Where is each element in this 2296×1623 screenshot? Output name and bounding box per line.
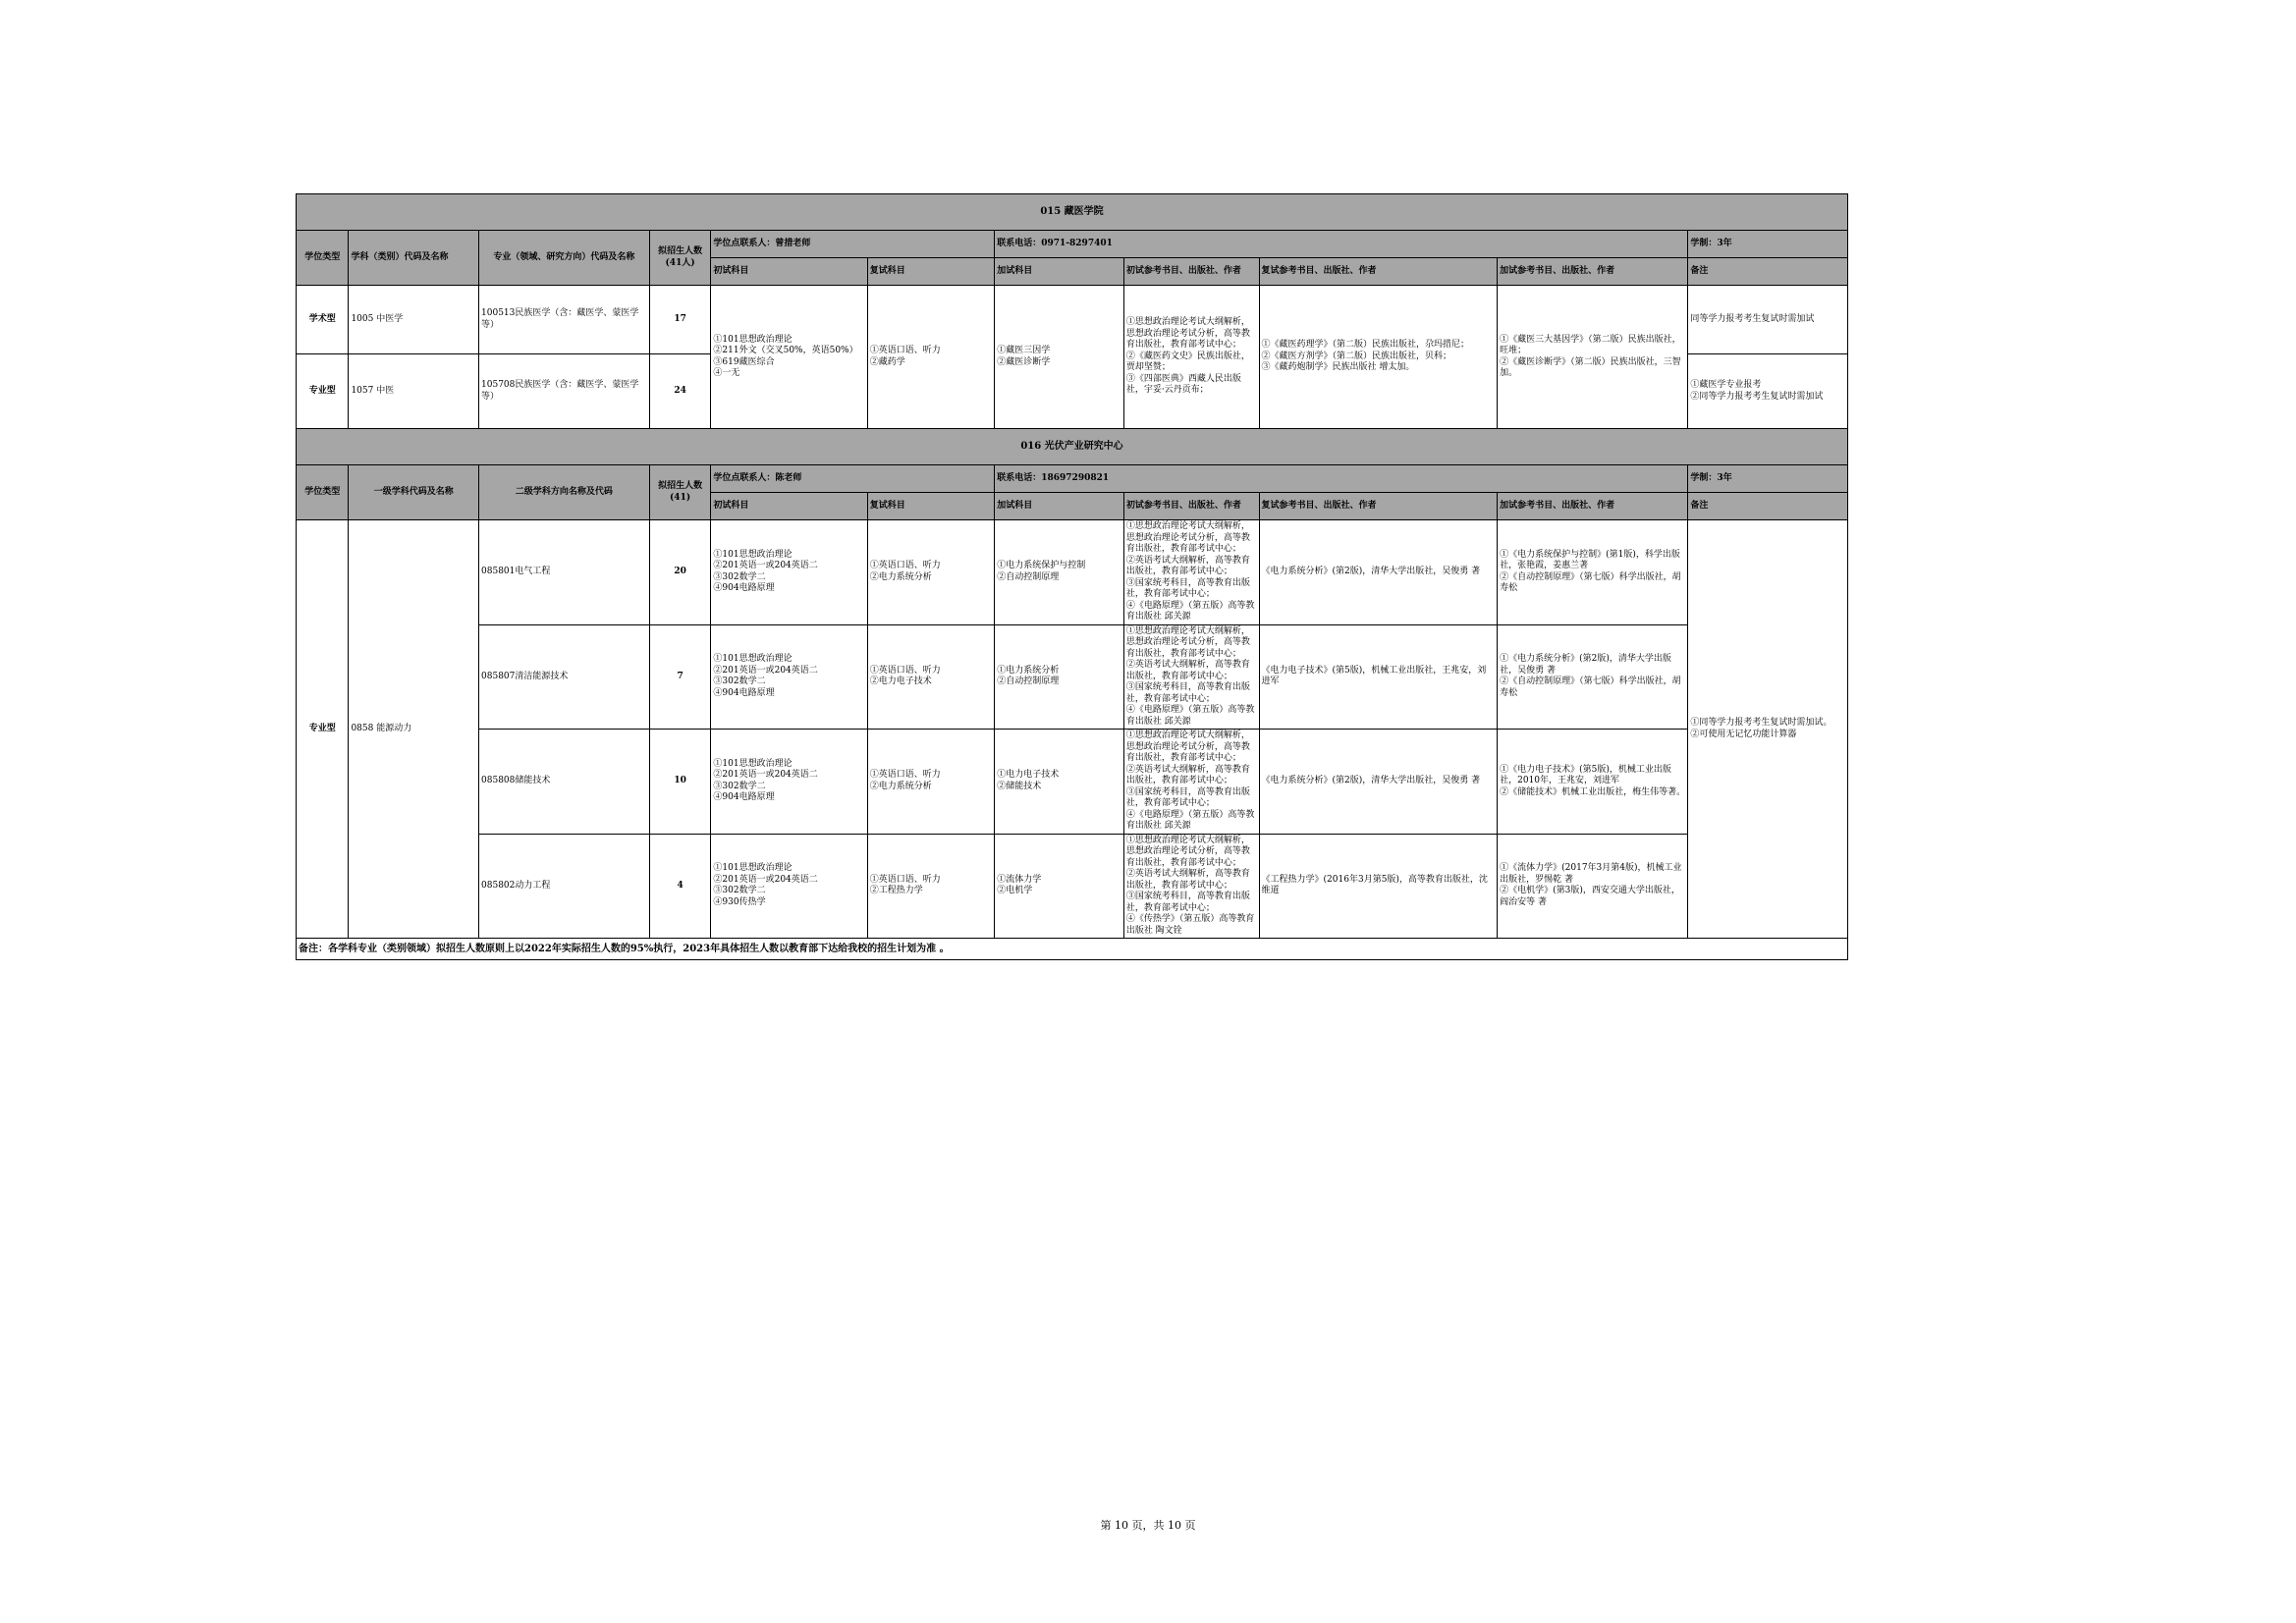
extra-subjects: ①电力系统分析 ②自动控制原理: [995, 624, 1124, 730]
contact-person: 学位点联系人：曾措老师: [711, 231, 995, 258]
footnote-row: [297, 939, 1848, 960]
retest-subjects: ①英语口语、听力 ②电力系统分析: [867, 520, 995, 625]
extra-subjects: ①电力系统保护与控制 ②自动控制原理: [995, 520, 1124, 625]
prelim-references: ①思想政治理论考试大纲解析，思想政治理论考试分析，高等教育出版社，教育部考试中心； ②英语考试大纲解析，高等教育出版社，教育部考试中心； ③国家统考科目，高等教育出版社，教育部考试中心； ④《传热学》（第五版）高等教育出版社 陶文铨: [1123, 834, 1259, 939]
header-ref-retest: 复试参考书目、出版社、作者: [1259, 258, 1498, 286]
prelim-subjects: ①101思想政治理论 ②201英语一或204英语二 ③302数学二 ④904电路原理: [711, 730, 867, 835]
extra-references: ①《电力系统保护与控制》(第1版)，科学出版社，张艳霞，姜惠兰著 ②《自动控制原理》（第七版）科学出版社，胡寿松: [1498, 520, 1688, 625]
major: 105708民族医学（含：藏医学、蒙医学等）: [479, 354, 650, 429]
header-degree-type: 学位类型: [297, 231, 349, 286]
contact-person: 学位点联系人：陈老师: [711, 465, 995, 493]
header-subject: 学科（类别）代码及名称: [349, 231, 479, 286]
prelim-subjects: ①101思想政治理论 ②201英语一或204英语二 ③302数学二 ④904电路原理: [711, 624, 867, 730]
subject: 1005 中医学: [349, 286, 479, 354]
header-ref-prelim: 初试参考书目、出版社、作者: [1123, 493, 1259, 520]
major: 100513民族医学（含：藏医学、蒙医学等）: [479, 286, 650, 354]
section-016-header-row: [297, 465, 1848, 493]
section-015-title: 015 藏医学院: [297, 194, 1848, 231]
retest-references: 《工程热力学》(2016年3月第5版)，高等教育出版社，沈维道: [1259, 834, 1498, 939]
header-enrollment: 拟招生人数 (41): [649, 465, 711, 520]
enrollment-count: 24: [649, 354, 711, 429]
extra-references: ①《流体力学》(2017年3月第4版)，机械工业出版社，罗惕乾 著 ②《电机学》(第3版)，西安交通大学出版社，阎治安等 著: [1498, 834, 1688, 939]
retest-references: 《电力电子技术》(第5版)，机械工业出版社，王兆安，刘进军: [1259, 624, 1498, 730]
note: ①同等学力报考考生复试时需加试。 ②可使用无记忆功能计算器: [1688, 520, 1848, 939]
enrollment-count: 20: [649, 520, 711, 625]
header-prelim: 初试科目: [711, 493, 867, 520]
extra-references: ①《藏医三大基因学》（第二版）民族出版社，旺堆； ②《藏医诊断学》（第二版）民族出版社，三智加。: [1498, 286, 1688, 429]
header-prelim: 初试科目: [711, 258, 867, 286]
header-note: 备注: [1688, 258, 1848, 286]
degree-type: 专业型: [297, 354, 349, 429]
subject: 0858 能源动力: [349, 520, 479, 939]
header-ref-extra: 加试参考书目、出版社、作者: [1498, 493, 1688, 520]
degree-type: 专业型: [297, 520, 349, 939]
enrollment-count: 10: [649, 730, 711, 835]
major: 085808储能技术: [479, 730, 650, 835]
prelim-references: ①思想政治理论考试大纲解析，思想政治理论考试分析，高等教育出版社，教育部考试中心； ②英语考试大纲解析，高等教育出版社，教育部考试中心； ③国家统考科目，高等教育出版社，教育部考试中心； ④《电路原理》（第五版）高等教育出版社 邱关源: [1123, 520, 1259, 625]
contact-phone: 联系电话：18697290821: [995, 465, 1688, 493]
footnote: 备注：各学科专业（类别领域）拟招生人数原则上以2022年实际招生人数的95%执行，2023年具体招生人数以教育部下达给我校的招生计划为准 。: [297, 939, 1848, 960]
table-row: [297, 834, 1848, 939]
header-ref-prelim: 初试参考书目、出版社、作者: [1123, 258, 1259, 286]
extra-subjects: ①电力电子技术 ②储能技术: [995, 730, 1124, 835]
prelim-subjects: ①101思想政治理论 ②201英语一或204英语二 ③302数学二 ④904电路原理: [711, 520, 867, 625]
program-years: 学制：3年: [1688, 465, 1848, 493]
retest-subjects: ①英语口语、听力 ②电力电子技术: [867, 624, 995, 730]
header-extra: 加试科目: [995, 493, 1124, 520]
extra-subjects: ①流体力学 ②电机学: [995, 834, 1124, 939]
header-degree-type: 学位类型: [297, 465, 349, 520]
section-015-title-row: [297, 194, 1848, 231]
retest-references: 《电力系统分析》(第2版)，清华大学出版社，吴俊勇 著: [1259, 730, 1498, 835]
contact-phone: 联系电话：0971-8297401: [995, 231, 1688, 258]
degree-type: 学术型: [297, 286, 349, 354]
note: 同等学力报考考生复试时需加试: [1688, 286, 1848, 354]
extra-subjects: ①藏医三因学 ②藏医诊断学: [995, 286, 1124, 429]
header-retest: 复试科目: [867, 258, 995, 286]
header-ref-retest: 复试参考书目、出版社、作者: [1259, 493, 1498, 520]
prelim-references: ①思想政治理论考试大纲解析，思想政治理论考试分析，高等教育出版社，教育部考试中心； ②《藏医药文史》民族出版社，贾却坚赞； ③《四部医典》西藏人民出版社，宇妥·云丹贡布；: [1123, 286, 1259, 429]
header-subject: 一级学科代码及名称: [349, 465, 479, 520]
extra-references: ①《电力电子技术》(第5版)，机械工业出版社，2010年，王兆安，刘进军 ②《储能技术》机械工业出版社，梅生伟等著。: [1498, 730, 1688, 835]
table-row: [297, 286, 1848, 354]
enrollment-count: 4: [649, 834, 711, 939]
retest-subjects: ①英语口语、听力 ②藏药学: [867, 286, 995, 429]
prelim-subjects: ①101思想政治理论 ②201英语一或204英语二 ③302数学二 ④930传热学: [711, 834, 867, 939]
page-footer: 第 10 页，共 10 页: [1100, 1519, 1196, 1532]
section-016-title-row: [297, 429, 1848, 465]
section-015-header-row: [297, 231, 1848, 258]
table-row: [297, 730, 1848, 835]
header-ref-extra: 加试参考书目、出版社、作者: [1498, 258, 1688, 286]
retest-references: ①《藏医药理学》（第二版）民族出版社，尕玛措尼； ②《藏医方剂学》（第二版）民族出版社，贝科； ③《藏药炮制学》民族出版社 增太加。: [1259, 286, 1498, 429]
major: 085802动力工程: [479, 834, 650, 939]
retest-subjects: ①英语口语、听力 ②工程热力学: [867, 834, 995, 939]
header-retest: 复试科目: [867, 493, 995, 520]
header-major: 二级学科方向名称及代码: [479, 465, 650, 520]
header-extra: 加试科目: [995, 258, 1124, 286]
header-note: 备注: [1688, 493, 1848, 520]
retest-references: 《电力系统分析》(第2版)，清华大学出版社，吴俊勇 著: [1259, 520, 1498, 625]
subject: 1057 中医: [349, 354, 479, 429]
prelim-references: ①思想政治理论考试大纲解析，思想政治理论考试分析，高等教育出版社，教育部考试中心； ②英语考试大纲解析，高等教育出版社，教育部考试中心； ③国家统考科目，高等教育出版社，教育部考试中心； ④《电路原理》（第五版）高等教育出版社 邱关源: [1123, 730, 1259, 835]
enrollment-count: 7: [649, 624, 711, 730]
header-enrollment: 拟招生人数 (41人): [649, 231, 711, 286]
enrollment-count: 17: [649, 286, 711, 354]
major: 085801电气工程: [479, 520, 650, 625]
header-major: 专业（领域、研究方向）代码及名称: [479, 231, 650, 286]
program-years: 学制：3年: [1688, 231, 1848, 258]
retest-subjects: ①英语口语、听力 ②电力系统分析: [867, 730, 995, 835]
prelim-subjects: ①101思想政治理论 ②211外文（交叉50%，英语50%） ③619藏医综合 ④一无: [711, 286, 867, 429]
extra-references: ①《电力系统分析》(第2版)，清华大学出版社，吴俊勇 著 ②《自动控制原理》（第七版）科学出版社，胡寿松: [1498, 624, 1688, 730]
note: ①藏医学专业报考 ②同等学力报考考生复试时需加试: [1688, 354, 1848, 429]
table-row: [297, 624, 1848, 730]
section-016-title: 016 光伏产业研究中心: [297, 429, 1848, 465]
admissions-table: [296, 193, 1848, 960]
major: 085807清洁能源技术: [479, 624, 650, 730]
table-row: [297, 520, 1848, 625]
prelim-references: ①思想政治理论考试大纲解析，思想政治理论考试分析，高等教育出版社，教育部考试中心； ②英语考试大纲解析，高等教育出版社，教育部考试中心； ③国家统考科目，高等教育出版社，教育部考试中心； ④《电路原理》（第五版）高等教育出版社 邱关源: [1123, 624, 1259, 730]
